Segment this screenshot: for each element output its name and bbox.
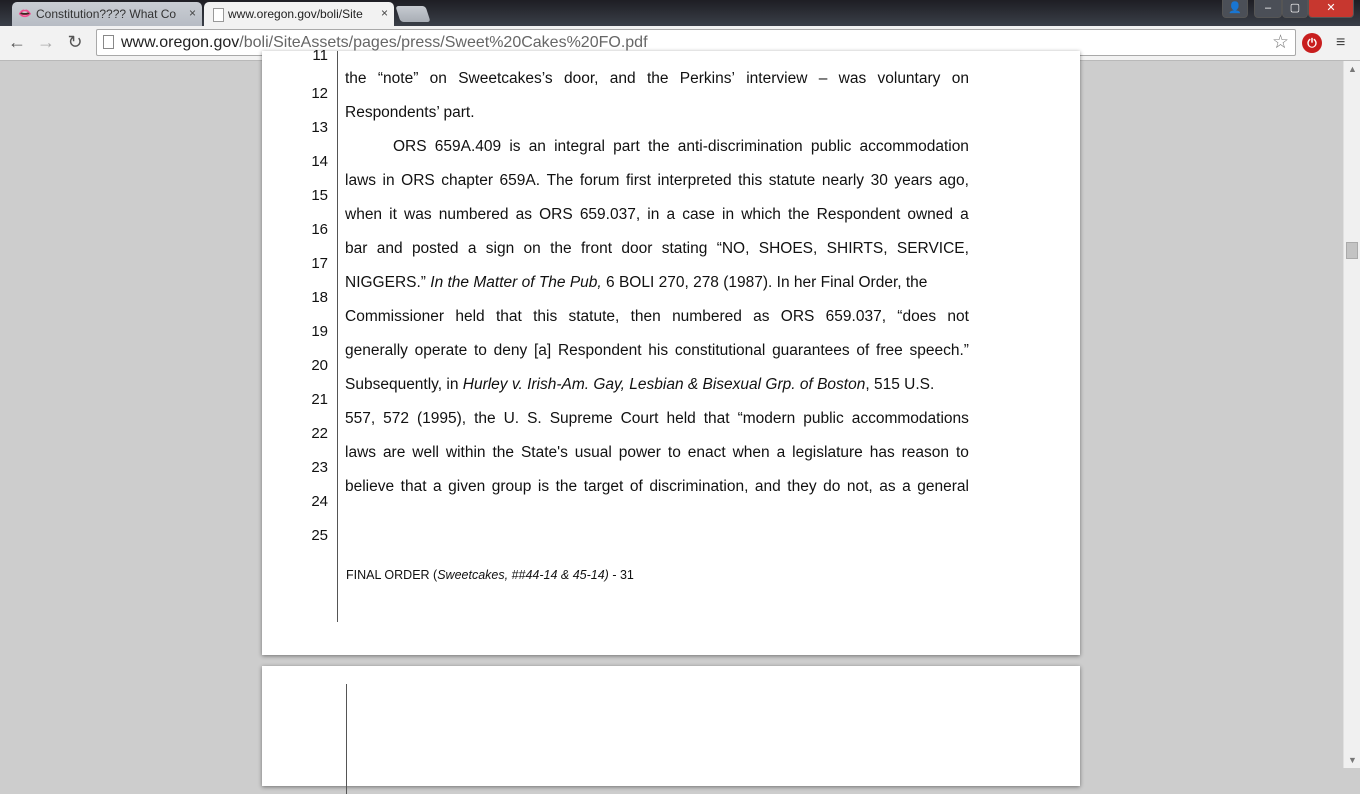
page-footer: FINAL ORDER (Sweetcakes, ##44-14 & 45-14) - 31 [346,568,634,582]
line-number: 16 [311,221,328,238]
url-host: www.oregon.gov [121,34,240,51]
tab-close-icon[interactable]: × [380,6,388,20]
text-line: laws are well within the State's usual power to enact when a legislature has reason to [345,444,969,461]
line-number: 22 [311,425,328,442]
line-number: 20 [311,357,328,374]
page-icon [213,8,224,22]
text-line: ORS 659A.409 is an integral part the anti-discrimination public accommodation [393,138,969,155]
pdf-viewer[interactable] [0,47,1343,768]
reload-button[interactable]: ↻ [67,32,83,52]
menu-icon[interactable]: ≡ [1336,34,1346,51]
line-number: 12 [311,85,328,102]
tab-constitution[interactable] [12,2,202,26]
line-number: 17 [311,255,328,272]
scrollbar-thumb[interactable] [1346,242,1358,259]
scroll-down-arrow-icon[interactable]: ▼ [1348,755,1357,765]
close-window-button[interactable]: ✕ [1308,0,1354,18]
text-line: believe that a given group is the target of discrimination, and they do not, as a general [345,478,969,495]
tab-title: Constitution???? What Co [36,7,177,21]
forward-button[interactable]: → [37,32,55,52]
line-number: 21 [311,391,328,408]
minimize-button[interactable]: – [1254,0,1282,18]
text-line: the “note” on Sweetcakes’s door, and the Perkins’ interview – was voluntary on [345,70,969,87]
line-number: 23 [311,459,328,476]
tab-close-icon[interactable]: × [188,6,196,20]
text-line: 557, 572 (1995), the U. S. Supreme Court held that “modern public accommodations [345,410,969,427]
text-line: NIGGERS.” In the Matter of The Pub, 6 BOLI 270, 278 (1987). In her Final Order, the [345,274,928,291]
line-number: 15 [311,187,328,204]
margin-line [346,684,347,794]
pdf-page [262,47,1080,655]
tab-strip [0,0,1360,26]
margin-line [337,51,338,622]
url-text[interactable] [121,34,648,52]
line-number: 19 [311,323,328,340]
text-line: Commissioner held that this statute, then numbered as ORS 659.037, “does not [345,308,969,325]
new-tab-button[interactable] [395,6,430,22]
lips-icon: 👄 [18,8,32,20]
text-line: generally operate to deny [a] Respondent his constitutional guarantees of free speech.” [345,342,969,359]
bookmark-star-icon[interactable]: ☆ [1271,32,1289,53]
line-number: 18 [311,289,328,306]
url-path: /boli/SiteAssets/pages/press/Sweet%20Cakes%20FO.pdf [239,34,648,51]
line-number: 13 [311,119,328,136]
back-button[interactable]: ← [8,32,26,52]
line-number: 14 [311,153,328,170]
tab-oregon-pdf[interactable] [204,2,394,26]
text-line: Subsequently, in Hurley v. Irish-Am. Gay, Lesbian & Bisexual Grp. of Boston, 515 U.S. [345,376,935,393]
vertical-scrollbar[interactable] [1343,61,1360,768]
text-line: Respondents’ part. [345,104,475,121]
line-number: 25 [311,527,328,544]
tab-title: www.oregon.gov/boli/Site [228,7,363,21]
line-number: 11 [312,47,328,64]
extension-icon[interactable]: ⏻ [1302,33,1322,53]
text-line: laws in ORS chapter 659A. The forum first interpreted this statute nearly 30 years ago, [345,172,969,189]
text-line: when it was numbered as ORS 659.037, in a case in which the Respondent owned a [345,206,969,223]
page-icon [103,35,114,49]
pdf-page-next [262,666,1080,786]
user-icon[interactable]: 👤 [1222,0,1248,18]
scroll-up-arrow-icon[interactable]: ▲ [1348,64,1357,74]
text-line: bar and posted a sign on the front door stating “NO, SHOES, SHIRTS, SERVICE, [345,240,969,257]
line-number: 24 [311,493,328,510]
maximize-button[interactable]: ▢ [1282,0,1308,18]
